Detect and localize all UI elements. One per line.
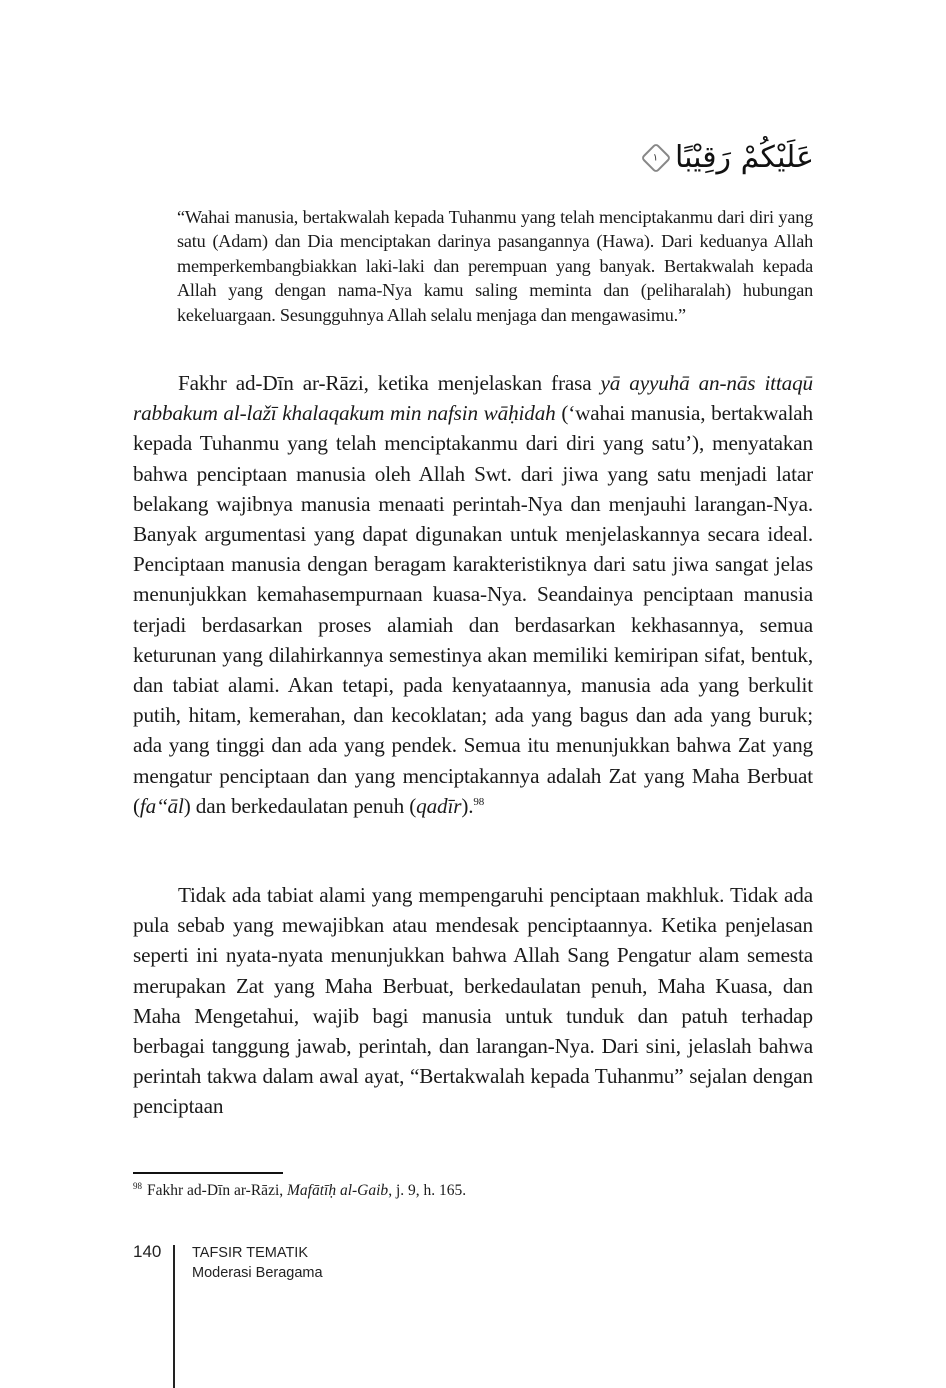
- footnote-number: 98: [133, 1180, 142, 1191]
- term-qadir: qadīr: [416, 793, 462, 818]
- paragraph-1-end: ).: [461, 793, 474, 818]
- footnote-reference[interactable]: 98: [473, 795, 485, 808]
- arabic-text: عَلَيْكُمْ رَقِيْبًا: [674, 140, 814, 175]
- footer-vertical-rule: [173, 1245, 175, 1388]
- term-faal: fa‘‘āl: [139, 793, 184, 818]
- footnote-author: Fakhr ad-Dīn ar-Rāzi,: [147, 1182, 287, 1199]
- transliterated-phrase: yā ayyuhā an-nās ittaqū rabbakum al-lažī khalaqakum min nafsin wāḥidah: [133, 371, 813, 426]
- body-paragraph-1: [133, 368, 813, 821]
- running-footer: [192, 1243, 323, 1283]
- footnote-divider: [133, 1172, 283, 1174]
- body-paragraph-2: [133, 880, 813, 1122]
- book-title: TAFSIR TEMATIK: [192, 1245, 309, 1261]
- verse-translation-quote: [177, 205, 813, 327]
- paragraph-1-main: (‘wahai manusia, bertakwalah kepada Tuhanmu yang telah menciptakanmu dari diri yang satu’), menyatakan bahwa penciptaan manusia oleh Allah Swt. dari jiwa yang satu menjadi latar belakang wajibnya manusia menaati perintah-Nya dan menjauhi larangan-Nya. Banyak argumentasi yang dapat digunakan untuk menjelaskannya secara ideal. Penciptaan manusia dengan beragam karakteristiknya dari satu jiwa sangat jelas menunjukkan kemahasempurnaan kuasa-Nya. Seandainya penciptaan manusia terjadi berdasarkan proses alamiah dan berdasarkan kekhasannya, semua keturunan yang dilahirkannya semestinya akan memiliki kemiripan sifat, bentuk, dan tabiat alami. Akan tetapi, pada kenyataannya, manusia ada yang berkulit putih, hitam, kemerahan, dan kecoklatan; ada yang bagus dan ada yang buruk; ada yang tinggi dan ada yang pendek. Semua itu menunjukkan bahwa Zat yang mengatur penciptaan dan yang menciptakannya adalah Zat yang Maha Berbuat (: [133, 401, 813, 818]
- quote-text: “Wahai manusia, bertakwalah kepada Tuhanmu yang telah menciptakanmu dari diri yang satu (Adam) dan Dia menciptakan darinya pasangannya (Hawa). Dari keduanya Allah memperkembangbiakkan laki-laki dan perempuan yang banyak. Bertakwalah kepada Allah yang dengan nama-Nya kamu saling meminta dan (peliharalah) hubungan kekeluargaan. Sesungguhnya Allah selalu menjaga dan mengawasimu.”: [177, 207, 813, 325]
- paragraph-1-connector: ) dan berkedaulatan penuh (: [183, 793, 417, 818]
- ayah-number-marker-icon: ١: [640, 142, 671, 173]
- arabic-verse-fragment: [645, 140, 814, 175]
- footnote-book-title: Mafātīḥ al-Gaib: [287, 1182, 389, 1199]
- paragraph-1-intro: Fakhr ad-Dīn ar-Rāzi, ketika menjelaskan frasa: [178, 371, 601, 395]
- book-subtitle: Moderasi Beragama: [192, 1265, 323, 1281]
- page-number: 140: [133, 1242, 162, 1261]
- footnote: [133, 1181, 466, 1201]
- footnote-details: , j. 9, h. 165.: [388, 1182, 467, 1199]
- paragraph-2-text: Tidak ada tabiat alami yang mempengaruhi penciptaan makhluk. Tidak ada pula sebab yang mewajibkan atau mendesak penciptaannya. Ketika penjelasan seperti ini nyata-nyata menunjukkan bahwa Allah Sang Pengatur alam semesta merupakan Zat yang Maha Berbuat, berkedaulatan penuh, Maha Kuasa, dan Maha Mengetahui, wajib bagi manusia untuk tunduk dan patuh terhadap berbagai tanggung jawab, perintah, dan larangan-Nya. Dari sini, jelaslah bahwa perintah takwa dalam awal ayat, “Bertakwalah kepada Tuhanmu” sejalan dengan penciptaan: [133, 883, 813, 1119]
